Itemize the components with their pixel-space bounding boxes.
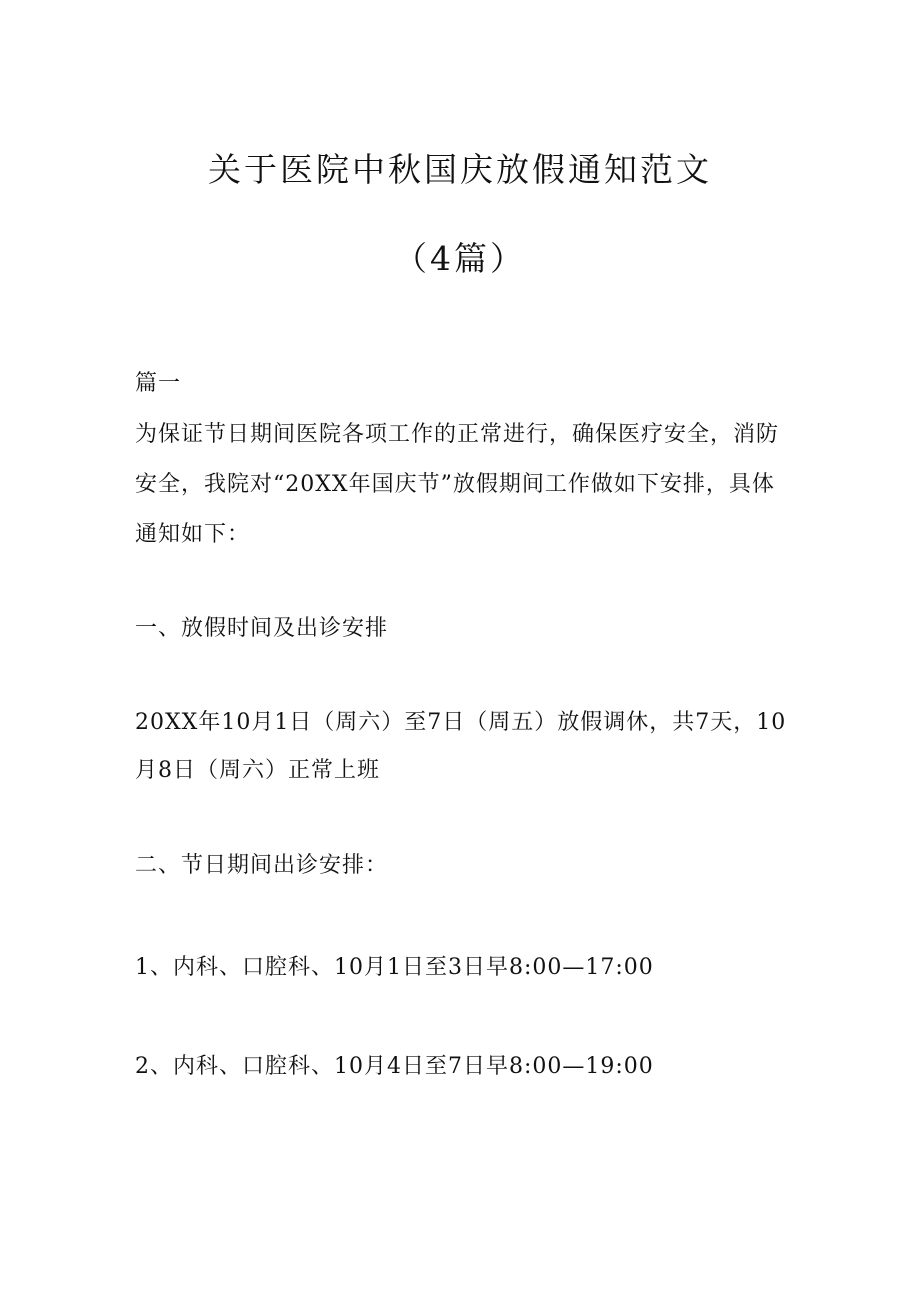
- document-title: 关于医院中秋国庆放假通知范文: [208, 150, 712, 189]
- intro-paragraph-line-3: 通知如下：: [135, 522, 251, 547]
- section-heading-schedule: 二、节日期间出诊安排：: [135, 853, 389, 878]
- schedule-item-1: 1、内科、口腔科、10月1日至3日早8:00—17:00: [135, 955, 654, 980]
- holiday-paragraph-line-2: 月8日（周六）正常上班: [135, 758, 380, 783]
- section-heading-holiday: 一、放假时间及出诊安排: [135, 616, 389, 641]
- intro-paragraph-line-1: 为保证节日期间医院各项工作的正常进行，确保医疗安全，消防: [135, 422, 780, 447]
- section-label: 篇一: [135, 371, 182, 396]
- intro-paragraph-line-2: 安全，我院对“20XX年国庆节”放假期间工作做如下安排，具体: [135, 472, 775, 497]
- holiday-paragraph-line-1: 20XX年10月1日（周六）至7日（周五）放假调休，共7天，10: [135, 710, 787, 735]
- document-title-count: （4篇）: [394, 239, 526, 278]
- schedule-item-2: 2、内科、口腔科、10月4日至7日早8:00—19:00: [135, 1054, 654, 1079]
